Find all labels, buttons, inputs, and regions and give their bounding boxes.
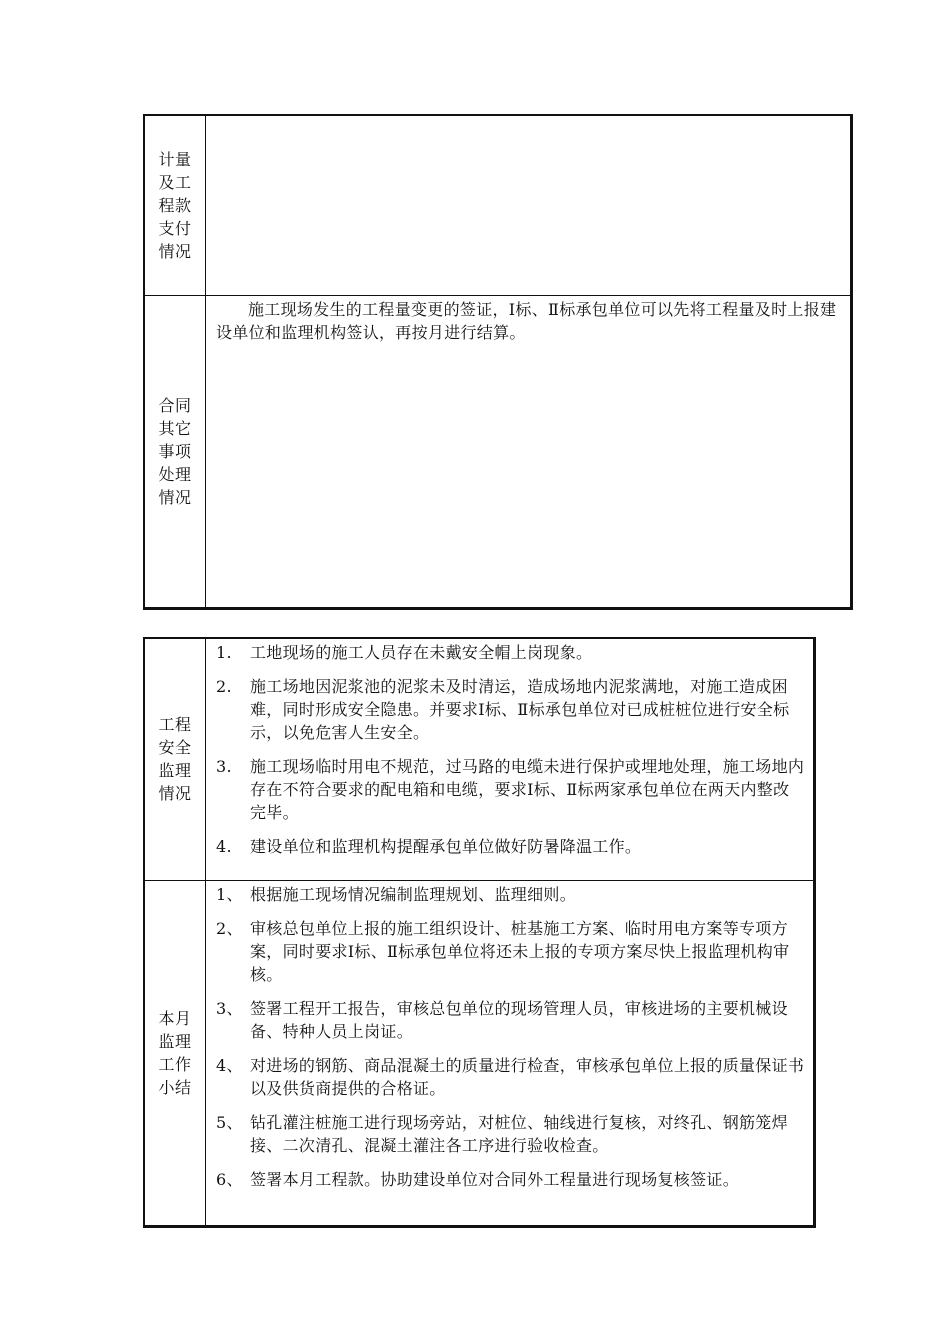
safety-supervision-row: [144, 638, 815, 880]
list-item: [216, 1168, 805, 1191]
list-item-number: 3、: [216, 998, 243, 1018]
safety-supervision-label: 工程安全监理情况: [158, 715, 192, 804]
list-item: [216, 755, 805, 824]
safety-supervision-content-cell: [206, 638, 815, 880]
list-item-number: 5、: [216, 1112, 243, 1132]
list-item-text: 工地现场的施工人员存在未戴安全帽上岗现象。: [250, 643, 593, 662]
list-item-number: 3.: [216, 757, 232, 776]
row-label-cell: [144, 115, 206, 295]
list-item-text: 施工现场临时用电不规范，过马路的电缆未进行保护或埋地处理，施工场地内存在不符合要求的配电箱和电缆，要求Ⅰ标、Ⅱ标两家承包单位在两天内整改完毕。: [250, 757, 805, 822]
metering-payment-row: [144, 115, 852, 295]
contract-matters-label: 合同其它事项处理情况: [158, 395, 192, 507]
metering-payment-content: [206, 115, 852, 295]
list-item-number: 1、: [216, 884, 243, 904]
list-item-text: 施工场地因泥浆池的泥浆未及时清运，造成场地内泥浆满地，对施工造成困难，同时形成安全隐患。并要求Ⅰ标、Ⅱ标承包单位对已成桩桩位进行安全标示，以免危害人生安全。: [250, 677, 790, 742]
contract-matters-row: [144, 295, 852, 608]
list-item: [216, 997, 805, 1043]
list-item-text: 签署本月工程款。协助建设单位对合同外工程量进行现场复核签证。: [250, 1169, 740, 1189]
list-item: [216, 917, 805, 986]
list-item-number: 2.: [216, 677, 232, 696]
list-item-text: 建设单位和监理机构提醒承包单位做好防暑降温工作。: [250, 837, 642, 856]
list-item-number: 1.: [216, 643, 232, 662]
summary-items-list: [206, 881, 813, 1191]
list-item: [216, 1054, 805, 1100]
list-item: [216, 675, 805, 744]
list-item-text: 签署工程开工报告，审核总包单位的现场管理人员，审核进场的主要机械设备、特种人员上岗证。: [250, 998, 788, 1041]
report-table-2: [143, 637, 816, 1228]
list-item-text: 钻孔灌注桩施工进行现场旁站，对桩位、轴线进行复核，对终孔、钢筋笼焊接、二次清孔、混凝土灌注各工序进行验收检查。: [250, 1112, 788, 1155]
list-item-number: 4.: [216, 837, 232, 856]
row-label-cell: [144, 295, 206, 608]
monthly-summary-row: [144, 880, 815, 1226]
list-item: [216, 835, 805, 858]
contract-matters-paragraph: 施工现场发生的工程量变更的签证，Ⅰ标、Ⅱ标承包单位可以先将工程量及时上报建设单位和监理机构签认，再按月进行结算。: [216, 299, 837, 342]
report-table-1: [143, 114, 853, 610]
monthly-summary-content-cell: [206, 880, 815, 1226]
list-item-text: 审核总包单位上报的施工组织设计、桩基施工方案、临时用电方案等专项方案，同时要求Ⅰ标、Ⅱ标承包单位将还未上报的专项方案尽快上报监理机构审核。: [250, 918, 790, 984]
list-item: [216, 883, 805, 906]
safety-items-list: [206, 639, 813, 858]
metering-payment-label: 计量及工程款支付情况: [158, 149, 192, 261]
contract-matters-content-cell: [206, 295, 852, 608]
list-item-number: 2、: [216, 918, 243, 938]
list-item-number: 6、: [216, 1169, 243, 1189]
list-item-text: 根据施工现场情况编制监理规划、监理细则。: [250, 884, 577, 904]
list-item-text: 对进场的钢筋、商品混凝土的质量进行检查，审核承包单位上报的质量保证书以及供货商提供的合格证。: [250, 1055, 805, 1098]
row-label-cell: [144, 638, 206, 880]
list-item: [216, 641, 805, 664]
row-label-cell: [144, 880, 206, 1226]
monthly-summary-label: 本月监理工作小结: [158, 1008, 192, 1097]
list-item: [216, 1111, 805, 1157]
list-item-number: 4、: [216, 1055, 243, 1075]
